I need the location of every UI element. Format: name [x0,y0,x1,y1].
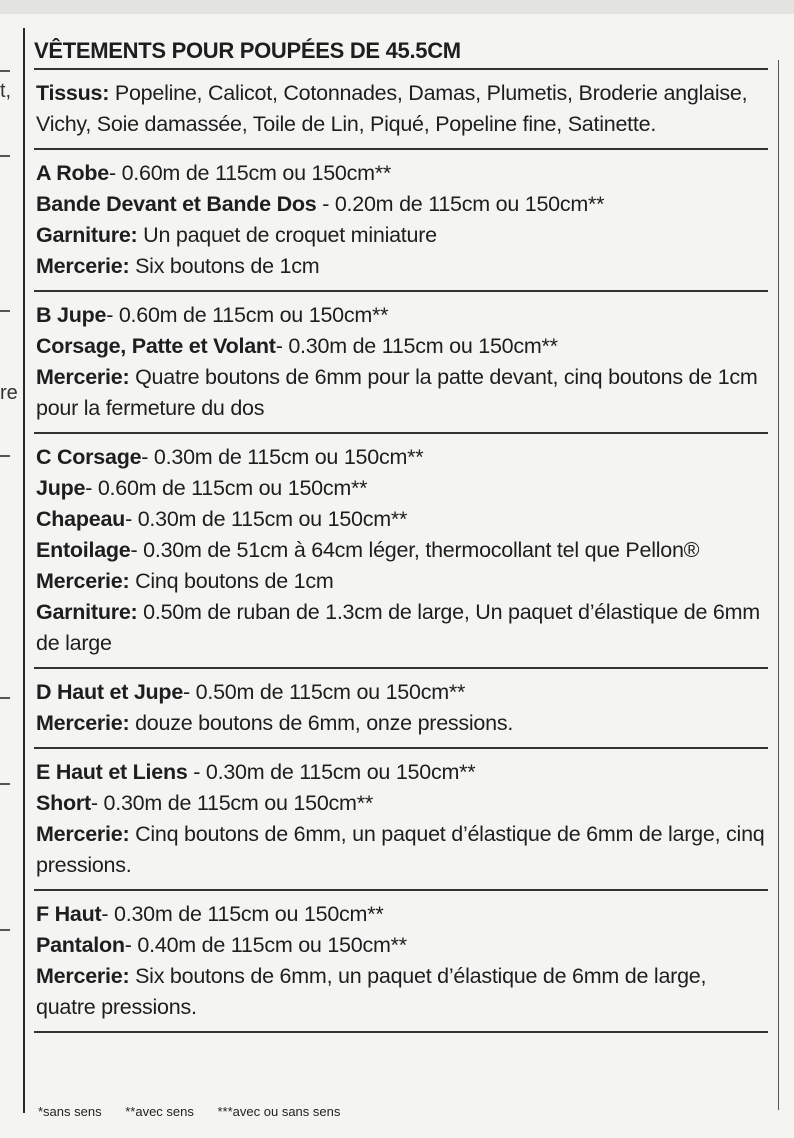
footer-notes [38,1104,360,1119]
requirement-label: D Haut et Jupe [36,680,184,704]
requirement-label: C Corsage [36,445,142,469]
requirement-line [36,189,768,220]
fabrics-label: Tissus: [36,81,110,105]
top-edge-shade [0,0,794,14]
requirement-line [36,158,768,189]
requirement-text: - 0.60m de 115cm ou 150cm** [106,303,389,327]
requirement-label: Mercerie: [36,569,130,593]
requirement-label: Jupe [36,476,86,500]
section-f [34,891,768,1031]
requirement-line [36,899,768,930]
requirement-label: Entoilage [36,538,131,562]
requirement-label: Mercerie: [36,254,130,278]
requirement-line [36,819,768,881]
requirement-label: Chapeau [36,507,126,531]
requirement-text: - 0.40m de 115cm ou 150cm** [124,933,407,957]
left-column-fragment-mid: re [0,382,18,404]
requirement-text: 0.50m de ruban de 1.3cm de large, Un paquet d’élastique de 6mm de large [36,600,760,655]
requirement-text: - 0.20m de 115cm ou 150cm** [316,192,605,216]
requirement-line [36,677,768,708]
requirement-label: E Haut et Liens [36,760,188,784]
requirement-text: - 0.30m de 51cm à 64cm léger, thermocollant tel que Pellon® [130,538,700,562]
left-column-rule [0,929,10,931]
requirement-label: Mercerie: [36,365,130,389]
section-divider [34,1031,768,1033]
requirement-label: Pantalon [36,933,125,957]
column-divider-left [23,28,25,1113]
requirement-label: Bande Devant et Bande Dos [36,192,317,216]
requirement-line [36,362,768,424]
requirement-label: Garniture: [36,223,138,247]
requirement-text: - 0.30m de 115cm ou 150cm** [275,334,558,358]
requirement-text: Six boutons de 1cm [129,254,320,278]
left-column-rule [0,455,10,457]
requirement-line [36,331,768,362]
requirement-line [36,300,768,331]
page-title: VÊTEMENTS POUR POUPÉES DE 45.5CM [34,38,461,63]
requirement-text: Cinq boutons de 6mm, un paquet d’élastique de 6mm de large, cinq pressions. [36,822,765,877]
requirement-text: douze boutons de 6mm, onze pressions. [129,711,514,735]
requirement-label: Corsage, Patte et Volant [36,334,276,358]
requirement-line [36,597,768,659]
left-column-rule [0,310,10,312]
requirement-text: Un paquet de croquet miniature [137,223,437,247]
requirement-line [36,220,768,251]
fabrics-text: Popeline, Calicot, Cotonnades, Damas, Plumetis, Broderie anglaise, Vichy, Soie damassée, Toile de Lin, Piqué, Popeline fine, Satinette. [36,81,748,136]
requirement-label: Short [36,791,91,815]
requirement-line [36,757,768,788]
requirement-label: A Robe [36,161,109,185]
requirement-line [36,961,768,1023]
left-column-rule [0,155,10,157]
requirement-line [36,566,768,597]
column-divider-right [778,60,779,1110]
left-column-fragment-top: t, [0,80,12,102]
requirement-text: - 0.30m de 115cm ou 150cm** [101,902,384,926]
left-column-rule [0,783,10,785]
requirement-text: Quatre boutons de 6mm pour la patte devant, cinq boutons de 1cm pour la fermeture du dos [36,365,758,420]
requirement-line [36,535,768,566]
requirement-text: - 0.30m de 115cm ou 150cm** [90,791,373,815]
left-column-rule [0,697,10,699]
requirement-text: - 0.30m de 115cm ou 150cm** [141,445,424,469]
section-a [34,150,768,290]
requirement-label: Mercerie: [36,964,130,988]
fabrics-section [34,70,768,148]
requirement-label: Mercerie: [36,822,130,846]
requirement-text: - 0.60m de 115cm ou 150cm** [108,161,392,185]
requirement-label: B Jupe [36,303,107,327]
requirement-line [36,708,768,739]
requirement-text: - 0.50m de 115cm ou 150cm** [183,680,466,704]
section-d [34,669,768,747]
footnote-avec-sens: **avec sens [125,1104,194,1119]
requirement-label: Garniture: [36,600,138,624]
requirement-text: - 0.30m de 115cm ou 150cm** [125,507,408,531]
section-c [34,434,768,667]
section-e [34,749,768,889]
footnote-sans-sens: *sans sens [38,1104,102,1119]
requirement-line [36,442,768,473]
requirement-label: F Haut [36,902,102,926]
requirement-line [36,473,768,504]
requirement-line [36,930,768,961]
requirement-text: - 0.60m de 115cm ou 150cm** [85,476,368,500]
requirement-line [36,504,768,535]
requirement-line [36,251,768,282]
requirement-line [36,788,768,819]
requirement-text: - 0.30m de 115cm ou 150cm** [187,760,476,784]
footnote-avec-ou-sans-sens: ***avec ou sans sens [217,1104,341,1119]
fabric-requirements-column [34,30,768,1033]
requirement-text: Six boutons de 6mm, un paquet d’élastique de 6mm de large, quatre pressions. [36,964,707,1019]
section-b [34,292,768,432]
garment-sections [34,150,768,1033]
left-column-rule [0,70,10,72]
requirement-text: Cinq boutons de 1cm [129,569,334,593]
requirement-label: Mercerie: [36,711,130,735]
